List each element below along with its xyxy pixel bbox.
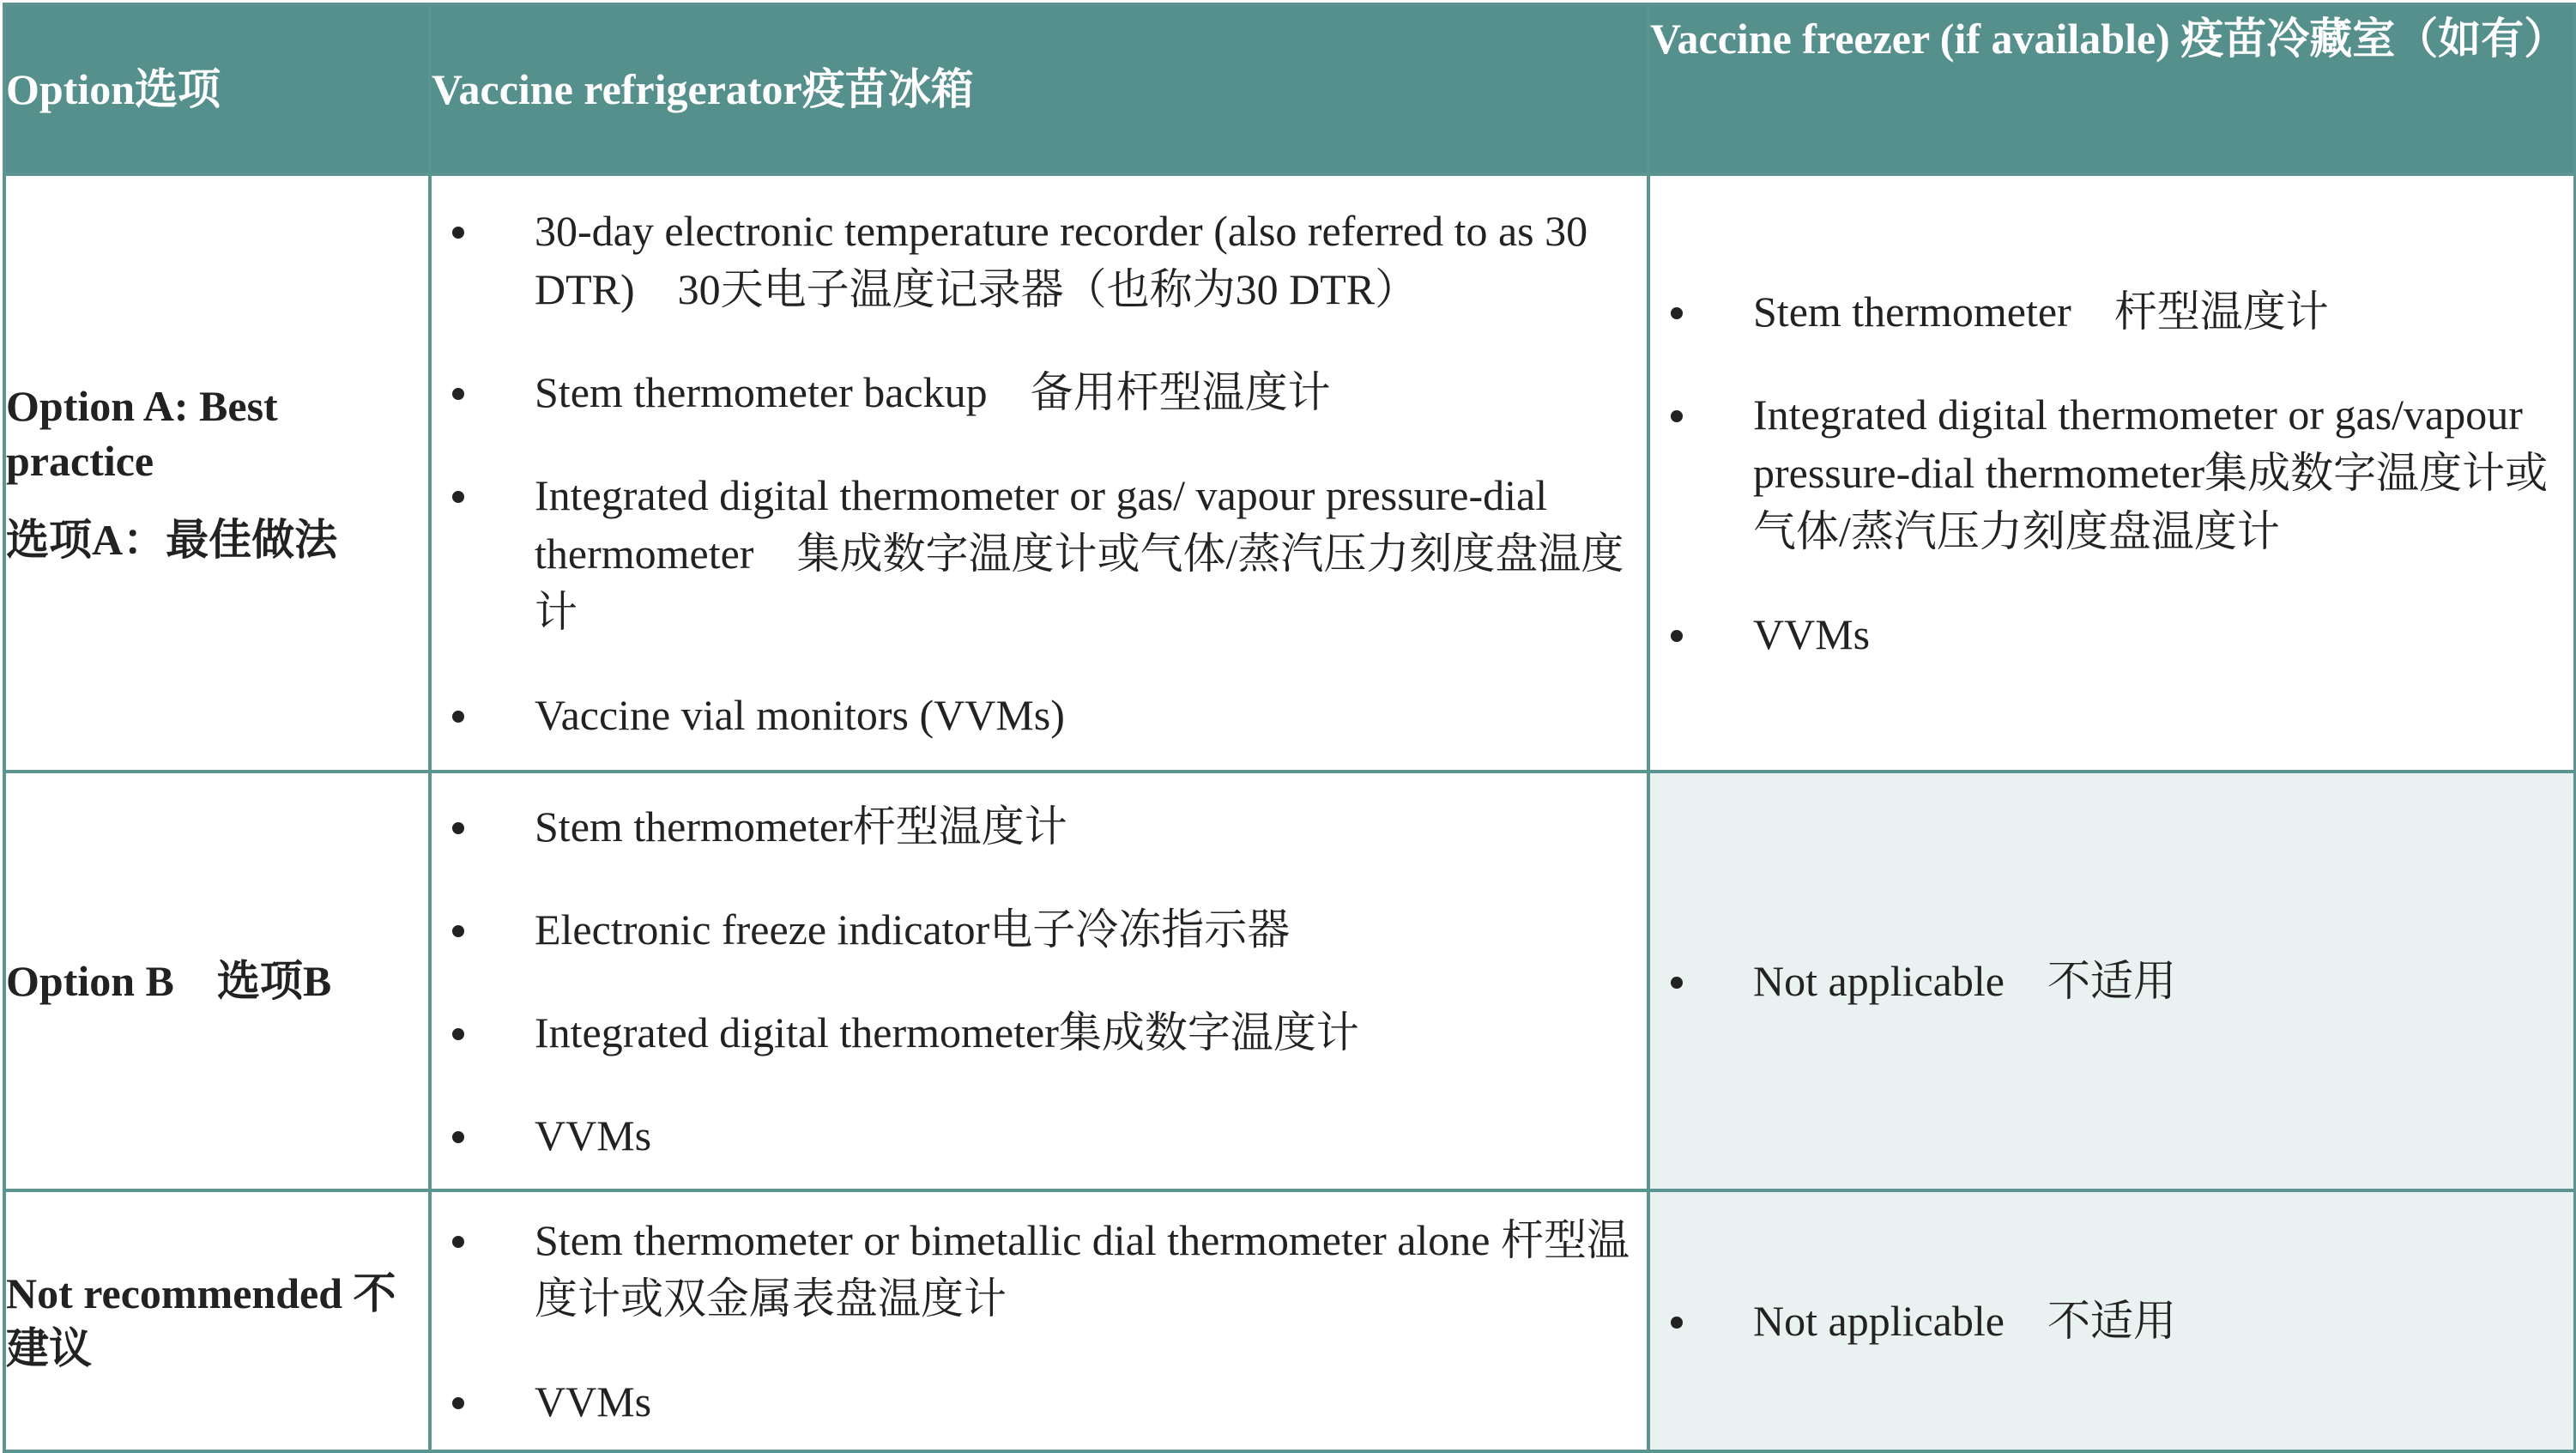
list-item: 30-day electronic temperature recorder (also referred to as 30 DTR) 30天电子温度记录器（也称为30 DTR） [432,202,1647,318]
table-row-option-b [4,772,2575,1190]
list-item: Vaccine vial monitors (VVMs) [432,686,1647,744]
option-b-freezer-list [1650,952,2573,1010]
header-option: Option选项 [4,4,430,174]
list-item: Integrated digital thermometer集成数字温度计 [432,1003,1647,1062]
not-recommended-label [4,1190,430,1451]
option-a-refrigerator-list [432,202,1647,744]
option-b-refrigerator-list [432,797,1647,1165]
list-item: Not applicable 不适用 [1650,952,2573,1010]
table-row-not-recommended [4,1190,2575,1451]
option-b-freezer-cell [1648,772,2575,1190]
not-recommended-refrigerator-list [432,1211,1647,1431]
not-recommended-freezer-cell [1648,1190,2575,1451]
option-b-title: Option B 选项B [6,957,332,1005]
not-recommended-title: Not recommended 不建议 [6,1269,396,1372]
list-item: VVMs [1650,605,2573,663]
list-item: Stem thermometer杆型温度计 [432,797,1647,856]
not-recommended-freezer-list [1650,1292,2573,1350]
option-a-refrigerator-cell [430,174,1648,772]
header-row [4,4,2575,174]
vaccine-monitoring-options-table [3,3,2576,1453]
option-a-title: Option A: Best practice [6,382,278,485]
option-a-freezer-cell [1648,174,2575,772]
table-row-option-a [4,174,2575,772]
option-a-title-cn: 选项A：最佳做法 [6,516,338,564]
list-item: Stem thermometer backup 备用杆型温度计 [432,363,1647,421]
list-item: Stem thermometer 杆型温度计 [1650,282,2573,341]
option-b-label [4,772,430,1190]
header-vaccine-refrigerator: Vaccine refrigerator疫苗冰箱 [430,4,1648,174]
list-item: Integrated digital thermometer or gas/vapour pressure-dial thermometer集成数字温度计或气体/蒸汽压力刻度盘温度计 [1650,385,2573,560]
list-item: VVMs [432,1372,1647,1431]
option-a-freezer-list [1650,282,2573,663]
option-a-label [4,174,430,772]
header-vaccine-freezer: Vaccine freezer (if available) 疫苗冷藏室（如有） [1648,4,2575,174]
list-item: Not applicable 不适用 [1650,1292,2573,1350]
list-item: Stem thermometer or bimetallic dial thermometer alone 杆型温度计或双金属表盘温度计 [432,1211,1647,1328]
list-item: Electronic freeze indicator电子冷冻指示器 [432,900,1647,959]
list-item: Integrated digital thermometer or gas/ vapour pressure-dial thermometer 集成数字温度计或气体/蒸汽压力刻度盘温度计 [432,466,1647,641]
not-recommended-refrigerator-cell [430,1190,1648,1451]
list-item: VVMs [432,1106,1647,1165]
option-b-refrigerator-cell [430,772,1648,1190]
